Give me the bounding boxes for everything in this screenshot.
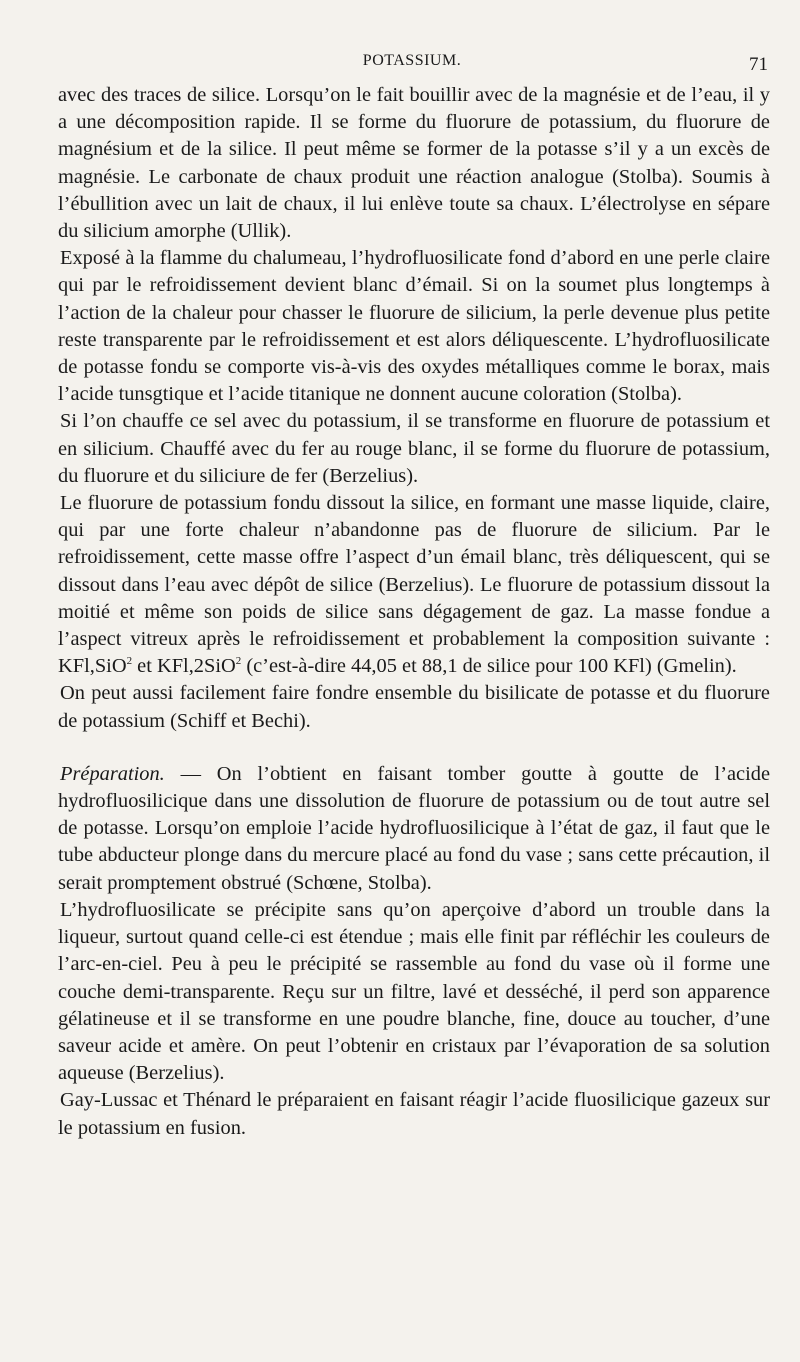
paragraph-potassium-heating: Si l’on chauffe ce sel avec du potassium, il se transforme en fluorure de potassium et en silicium. Chauffé avec du fer au rouge blanc, il se forme du fluorure de potassium, du fluorure et du siliciure de fer (Berzelius). [58, 410, 770, 487]
paragraph-silica-decomposition: avec des traces de silice. Lorsqu’on le fait bouillir avec de la magnésie et de l’eau, il y a une décomposition rapide. Il se forme du fluorure de potassium, du fluorure de magnésium et de la silice. Il peut même se former de la potasse s’il y a un excès de magnésie. Le carbonate de chaux produit une réaction analogue (Stolba). Soumis à l’ébullition avec un lait de chaux, il lui enlève toute sa chaux. L’électrolyse en sépare du silicium amorphe (Ullik). [58, 84, 770, 243]
page-number: 71 [749, 54, 768, 75]
running-head [56, 46, 768, 76]
running-title: POTASSIUM. [362, 52, 462, 69]
paragraph-bisilicate: On peut aussi facilement faire fondre ensemble du bisilicate de potasse et du fluorure de potassium (Schiff et Bechi). [58, 682, 770, 732]
section-heading-preparation: Préparation. [60, 762, 165, 785]
paragraph-text-middle: et KFl,2SiO [132, 655, 236, 678]
paragraph-gay-lussac: Gay-Lussac et Thénard le préparaient en faisant réagir l’acide fluosilicique gazeux sur le potassium en fusion. [58, 1089, 770, 1139]
paragraph-blowpipe: Exposé à la flamme du chalumeau, l’hydrofluosilicate fond d’abord en une perle claire qui par le refroidissement devient blanc d’émail. Si on la soumet plus longtemps à l’action de la chaleur pour chasser le fluorure de silicium, la perle devenue plus petite reste transparente par le refroidissement et est alors déliquescente. L’hydrofluosilicate de potasse fondu se comporte vis-à-vis des oxydes métalliques comme le borax, mais l’acide tunsgtique et l’acide titanique ne donnent aucune coloration (Stolba). [58, 247, 770, 406]
paragraph-text-before: Le fluorure de potassium fondu dissout la silice, en formant une masse liquide, claire, qui par une forte chaleur n’abandonne pas de fluorure de silicium. Par le refroidissement, cette masse offre l’aspect d’un émail blanc, très déliquescent, qui se dissout dans l’eau avec dépôt de silice (Berzelius). Le fluorure de potassium dissout la moitié et même son poids de silice sans dégagement de gaz. La masse fondue a l’aspect vitreux après le refroidissement et probablement la composition suivante : KFl,SiO [58, 492, 770, 678]
paragraph-preparation-text: — On l’obtient en faisant tomber goutte à goutte de l’acide hydrofluosilicique dans une dissolution de fluorure de potassium ou de tout autre sel de potasse. Lorsqu’on emploie l’acide hydrofluosilicique à l’état de gaz, il faut que le tube abducteur plonge dans du mercure placé au fond du vase ; sans cette précaution, il serait promptement obstrué (Schœne, Stolba). [58, 762, 770, 894]
paragraph-precipitate: L’hydrofluosilicate se précipite sans qu’on aperçoive d’abord un trouble dans la liqueur, surtout quand celle-ci est étendue ; mais elle finit par réfléchir les couleurs de l’arc-en-ciel. Peu à peu le précipité se rassemble au fond du vase où il forme une couche demi-transparente. Reçu sur un filtre, lavé et desséché, il perd son apparence gélatineuse et il se transforme en une poudre blanche, fine, douce au toucher, d’une saveur acide et amère. On peut l’obtenir en cristaux par l’évaporation de sa solution aqueuse (Berzelius). [58, 898, 770, 1085]
paragraph-preparation [58, 761, 770, 897]
paragraph-text-after: (c’est-à-dire 44,05 et 88,1 de silice pour 100 KFl) (Gmelin). [241, 655, 737, 678]
body-text [58, 82, 770, 1142]
paragraph-fluoride-dissolves-silica [58, 490, 770, 680]
superscript: 2 [126, 655, 133, 668]
superscript: 2 [235, 655, 242, 668]
section-gap [58, 735, 770, 761]
